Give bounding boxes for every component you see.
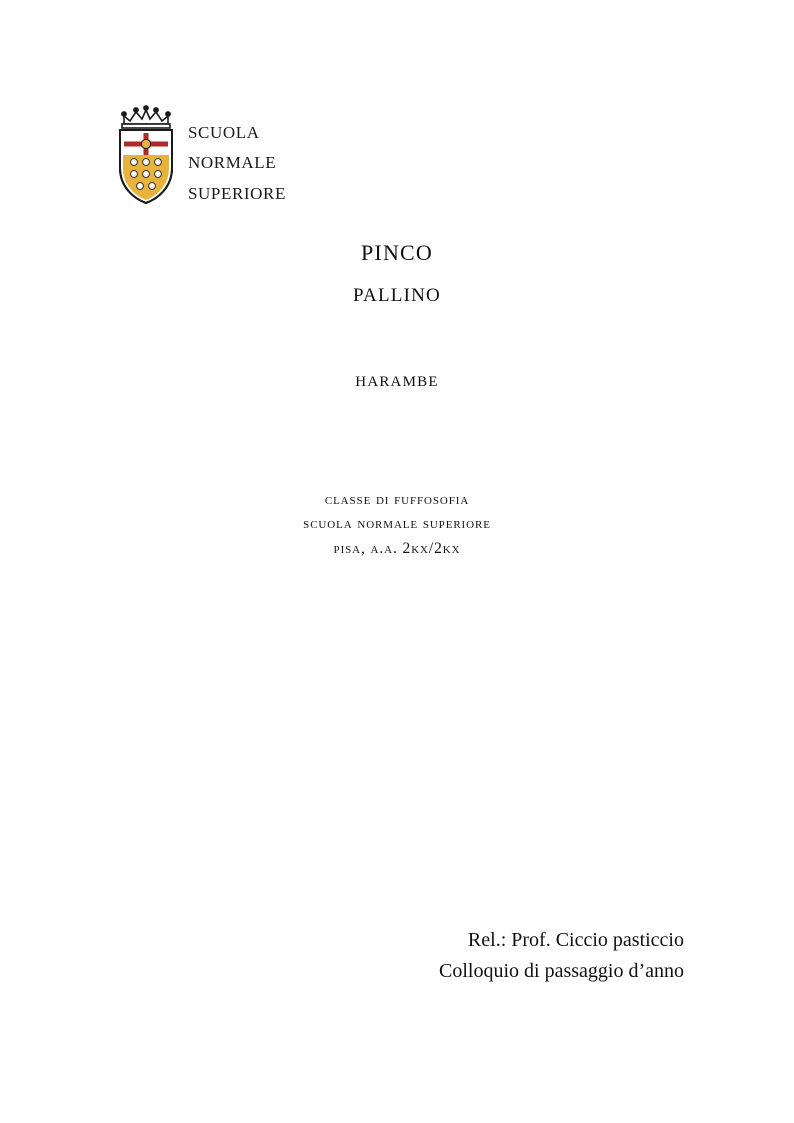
affiliation-line-1: classe di fuffosofia [324, 491, 470, 508]
affiliation-line-3: pisa, a.a. 2kx/2kx [333, 539, 461, 557]
logo-line-1: scuola [188, 118, 260, 144]
affiliation-block [0, 488, 794, 561]
author-first-name: pinco [360, 232, 433, 267]
exam-line: Colloquio di passaggio d’anno [439, 960, 684, 982]
crest-icon [110, 102, 182, 208]
logo-wordmark [188, 116, 286, 207]
affiliation-line-2: scuola normale superiore [303, 515, 491, 533]
page-title: harambe [355, 366, 439, 391]
footer-block [439, 925, 684, 987]
advisor-line: Rel.: Prof. Ciccio pasticcio [467, 929, 684, 951]
institution-logo [110, 102, 286, 208]
logo-line-2: normale [188, 148, 277, 175]
author-last-name: pallino [353, 277, 441, 307]
logo-line-3: superiore [188, 178, 286, 205]
